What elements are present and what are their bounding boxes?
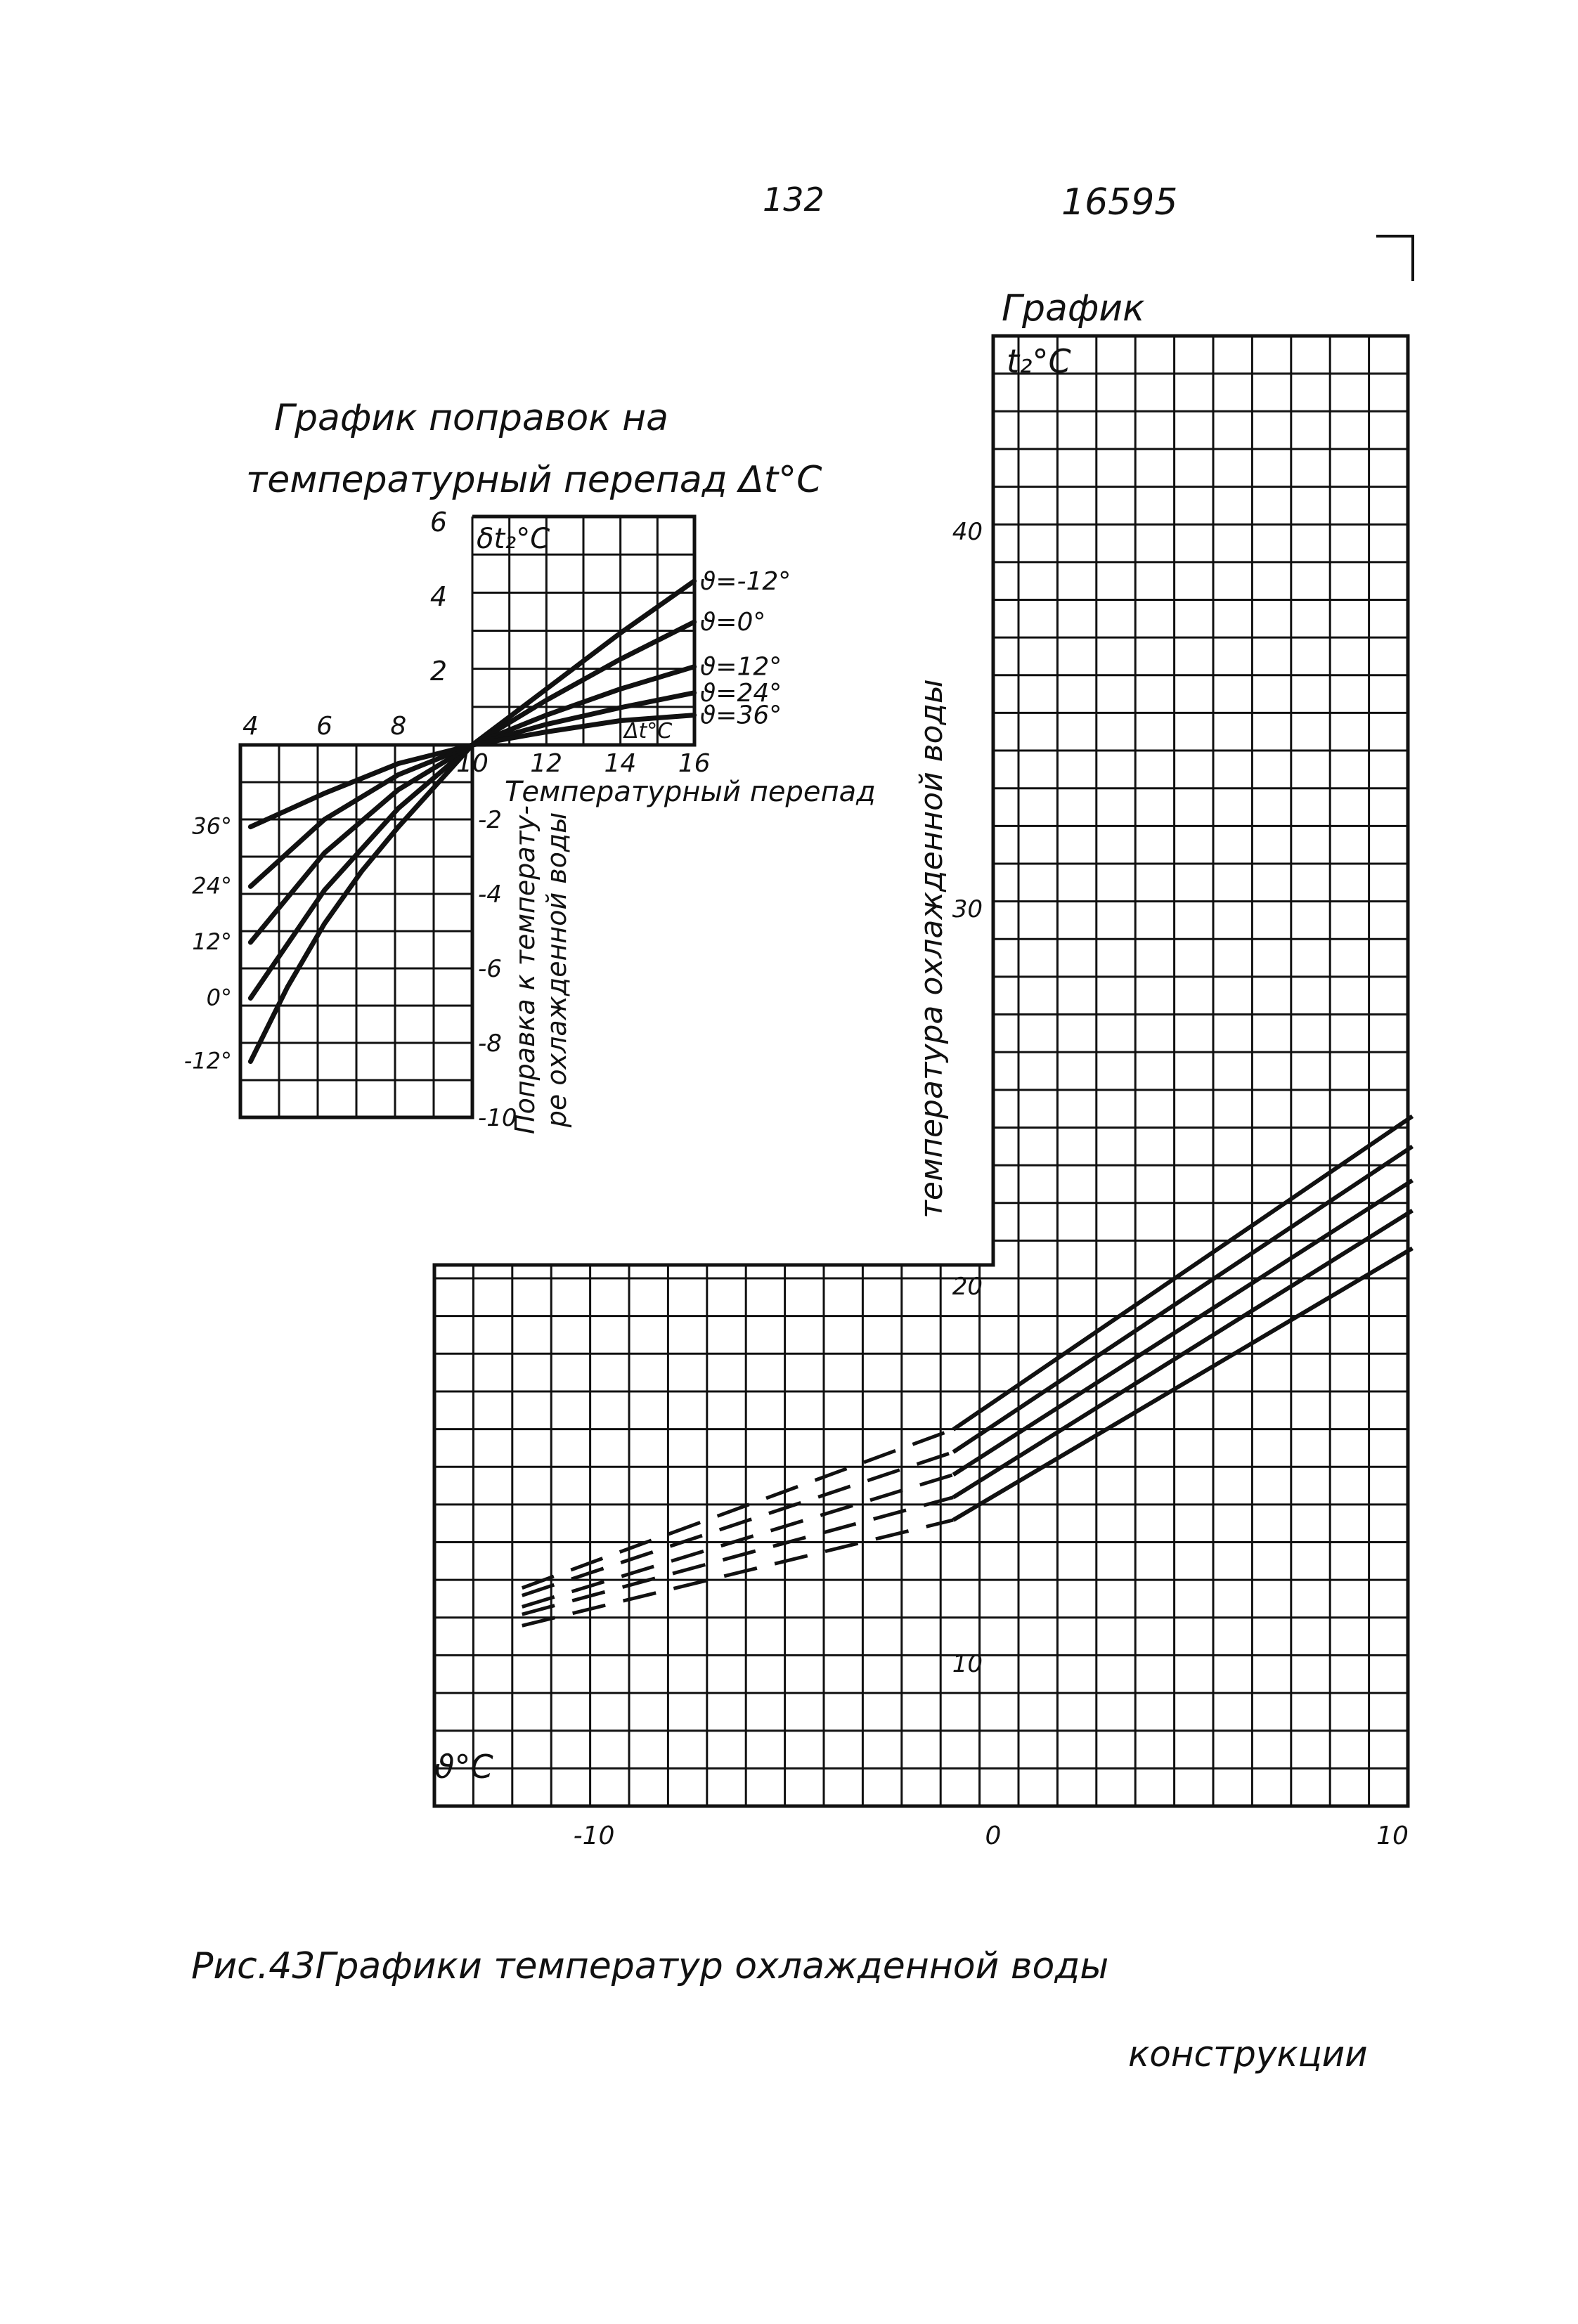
correction-y-tick-label: 4 [429,581,447,612]
correction-left-label: 12° [192,928,232,955]
correction-y-tick-label: 2 [429,656,447,687]
correction-x-tick-label: 16 [678,749,711,778]
main-x-tick-label: -10 [573,1822,615,1850]
correction-y-tick-label: -6 [478,955,502,983]
page-number: 132 [763,181,824,219]
main-series-dashed-segment [522,1498,953,1614]
correction-x-tick-label: 12 [530,749,563,778]
correction-x-tick-label: 8 [390,712,407,741]
main-chart-series [522,1116,1413,1625]
correction-left-label: 24° [192,872,232,900]
correction-y-label-line1: Поправка к температу- [510,805,541,1134]
correction-x-tick-label: 10 [456,749,489,778]
correction-y-tick-label: -2 [478,806,502,834]
correction-left-label: -12° [183,1047,232,1075]
main-series-solid-segment [953,1146,1412,1452]
main-chart [434,287,1412,1850]
main-chart-y-axis-unit: t₂°С [1007,342,1071,380]
main-chart-x-axis-unit: ϑ°С [434,1748,493,1786]
correction-y-label-line2: ре охлажденной воды [541,812,572,1128]
correction-y-tick-label: 6 [429,507,447,538]
correction-x-tick-label: 6 [316,712,333,741]
correction-y-tick-label: -4 [478,881,502,909]
correction-left-label: 0° [206,984,232,1011]
correction-legend-entry: ϑ=-12° [700,566,791,596]
figure-caption-line1: Рис.43Графики температур охлажденной воды [191,1945,1109,1987]
correction-x-tick-label: 4 [242,712,259,741]
correction-y-tick-label: -8 [478,1030,502,1058]
correction-y-tick-label: -10 [478,1104,517,1132]
main-series-dashed-segment [522,1429,953,1588]
correction-legend-entry: ϑ=12° [700,652,782,682]
main-series-solid-segment [953,1181,1412,1475]
main-chart-title: График [1002,287,1145,330]
correction-x-tick-label: 14 [604,749,637,778]
correction-x-axis-unit: Δt°С [624,719,673,744]
main-x-tick-label: 0 [985,1822,1002,1850]
main-series-dashed-segment [522,1475,953,1607]
correction-x-label: Температурный перепад [505,776,876,808]
main-y-tick-label: 40 [952,518,983,546]
main-y-tick-label: 30 [952,895,983,923]
main-x-tick-label: 10 [1376,1822,1409,1850]
correction-chart-title-line1: График поправок на [274,397,668,439]
correction-y-axis-unit: δt₂°С [477,523,550,555]
correction-chart-frame [240,517,694,1117]
figure-caption-line2: конструкции [1128,2034,1368,2075]
correction-legend-entry: ϑ=24° [700,678,782,708]
correction-legend-entry: ϑ=0° [700,608,766,637]
main-y-tick-label: 20 [952,1273,983,1301]
corner-bracket [1376,236,1413,281]
correction-chart [184,397,876,1134]
main-chart-y-label: температура охлажденной воды [914,679,950,1219]
correction-chart-grid [240,517,694,1117]
document-number: 16595 [1061,181,1178,223]
main-y-tick-label: 10 [952,1650,983,1678]
correction-chart-title-line2: температурный перепад Δt°С [246,459,822,501]
correction-left-label: 36° [192,812,232,840]
correction-legend-entry: ϑ=36° [700,701,782,730]
